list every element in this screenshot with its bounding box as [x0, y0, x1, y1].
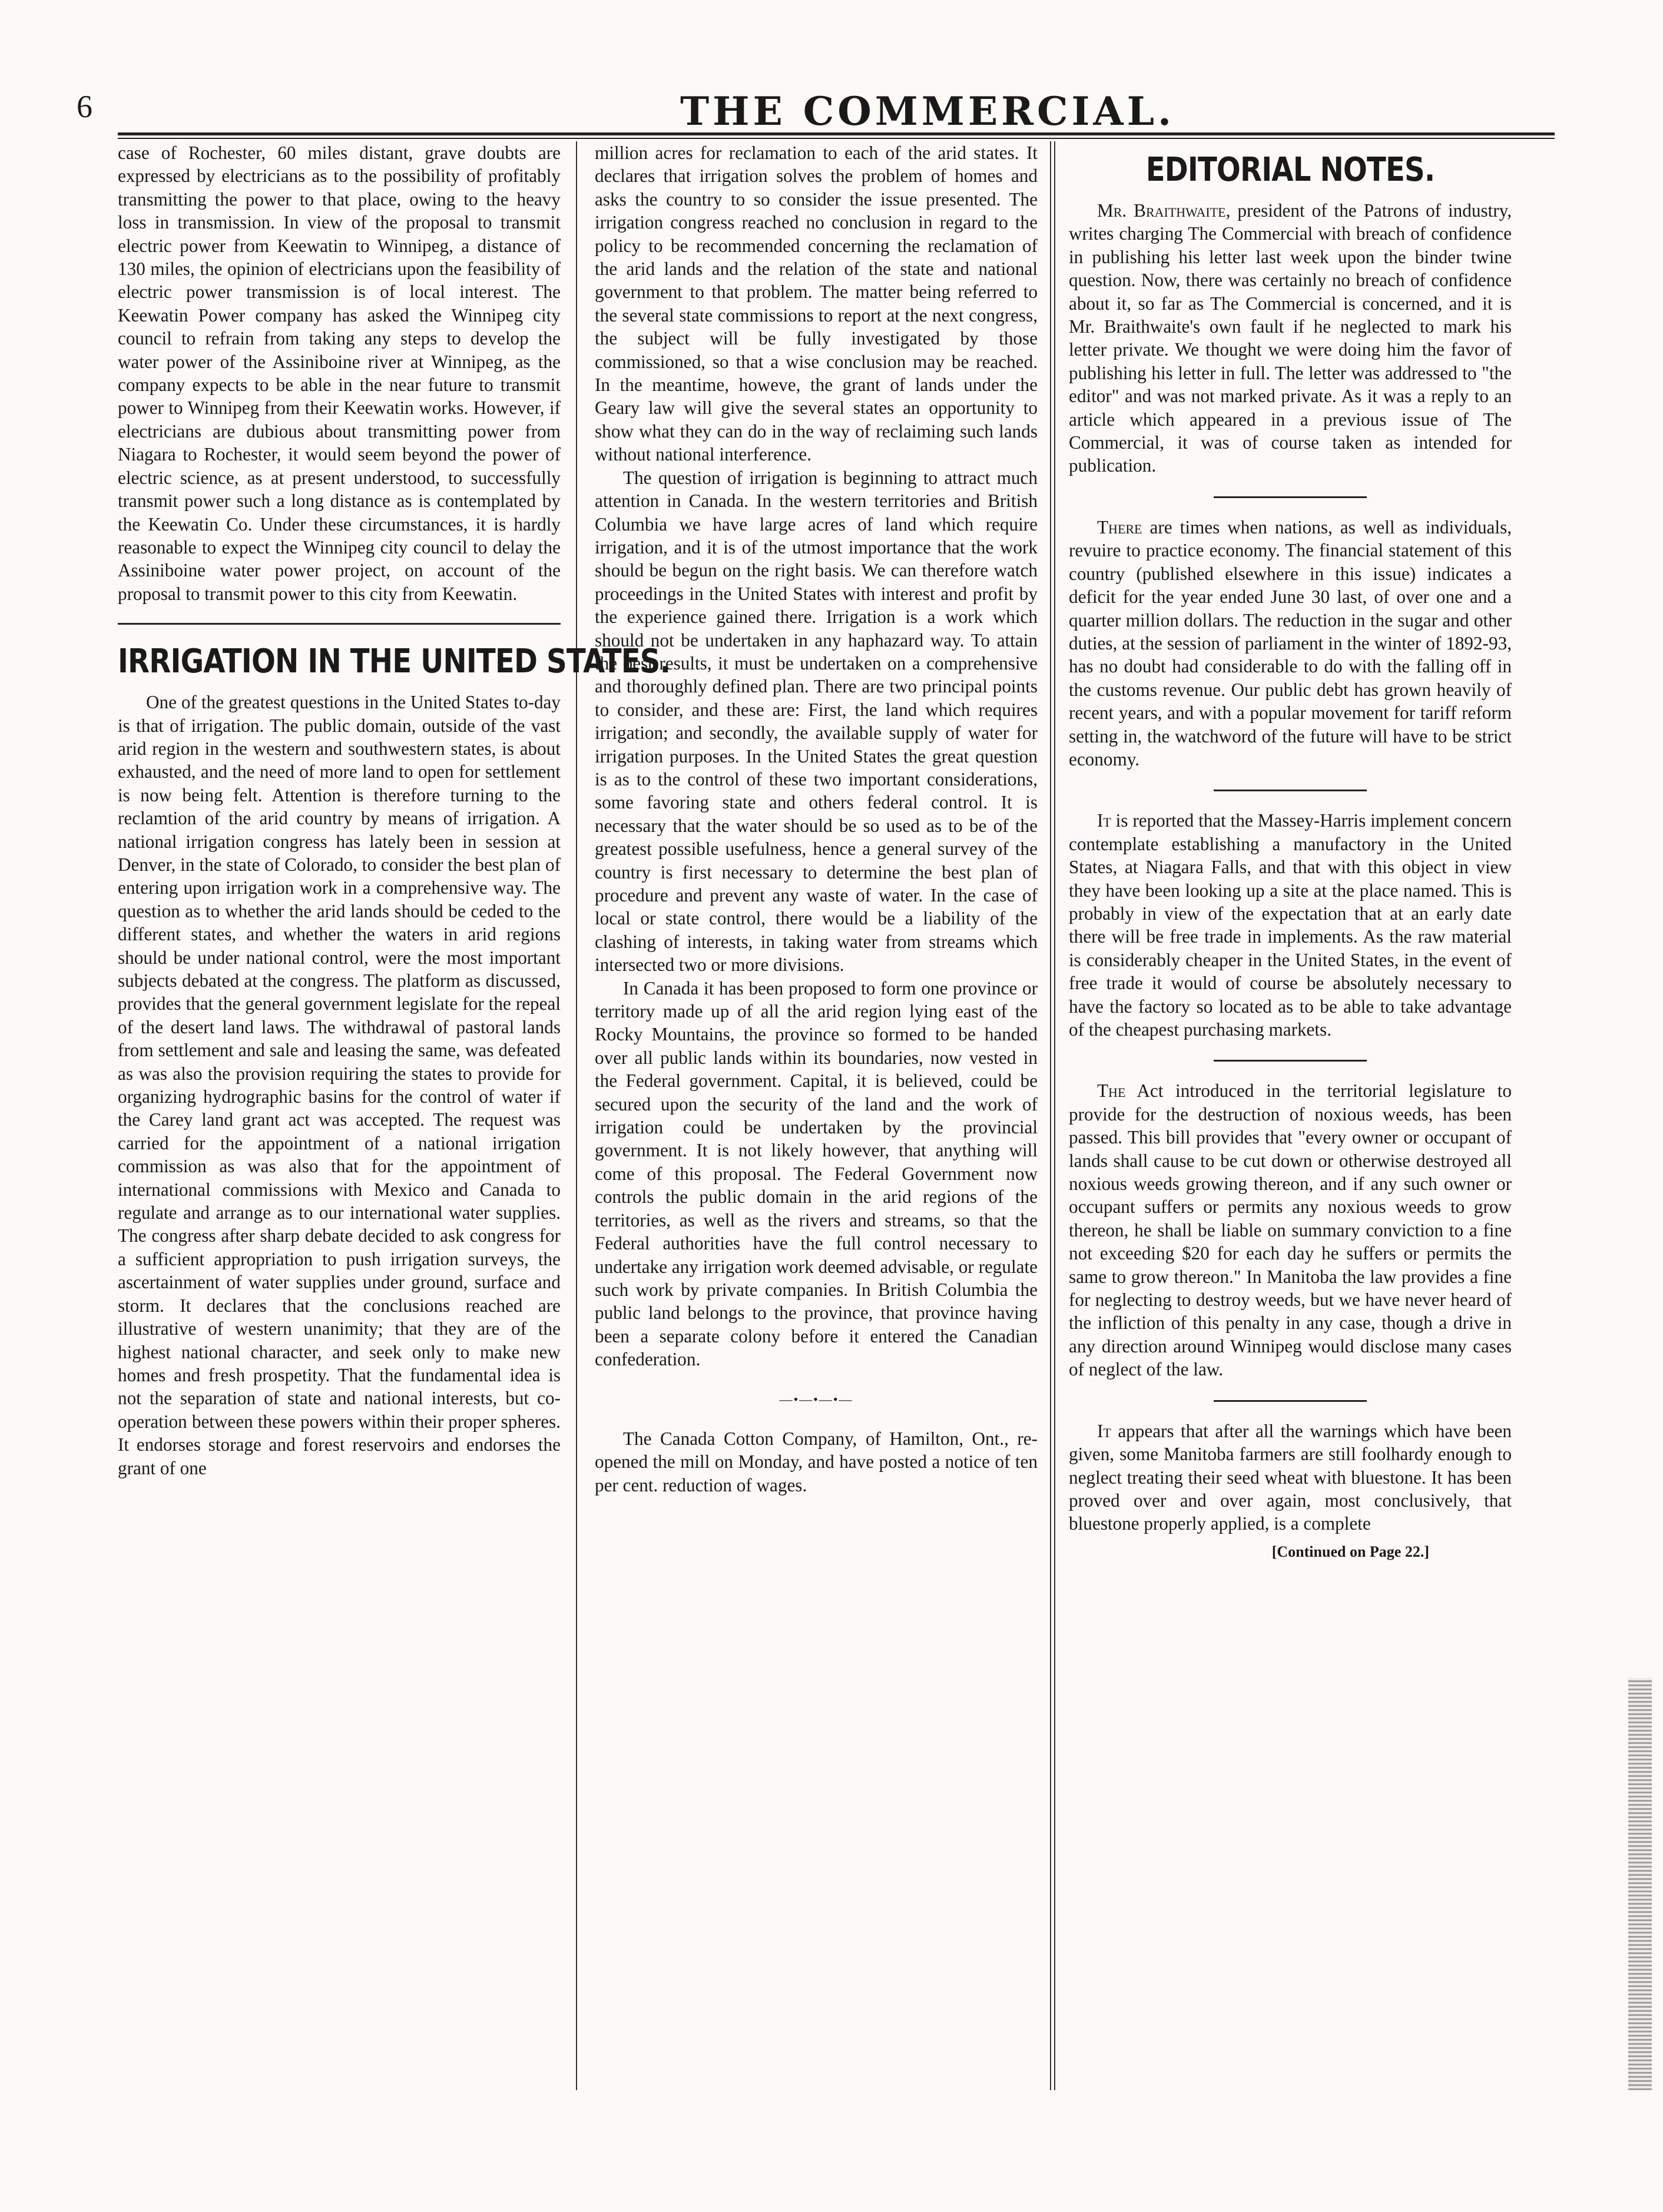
editorial-note-4: [1069, 1079, 1512, 1381]
irrigation-paragraph-3: The question of irrigation is beginning to attract much attention in Canada. In the western territories and British Columbia we have large acres of land which require irrigation, and it is of the utmost importance that the work should be begun on the right basis. We can therefore watch proceedings in the United States with interest and profit by the experience gained there. Irrigation is a work which should not be undertaken in any haphazard way. To attain the best results, it must be undertaken on a comprehensive and thoroughly defined plan. There are two principal points to consider, and these are: First, the land which requires irrigation; and secondly, the available supply of water for irrigation purposes. In the United States the great question is as to the control of these two important considerations, some favoring state and others federal control. It is necessary that the water should be so used as to be of the greatest possible usefulness, hence a general survey of the country is first necessary to determine the best plan of procedure and prevent any waste of water. In the case of local or state control, there would be a liability of the clashing of interests, in taking water from streams which intersected two or more divisions.: [595, 467, 1038, 976]
editorial-note-5-lead: It: [1097, 1420, 1111, 1441]
article-continuation: case of Rochester, 60 miles distant, grave doubts are expressed by electricians as to the possibility of profitably transmitting the power to that place, owing to the heavy loss in transmission. In view of the proposal to transmit electric power from Keewatin to Winnipeg, a distance of 130 miles, the opinion of electricians upon the feasibility of electric power transmission is of local interest. The Keewatin Power company has asked the Winnipeg city council to refrain from taking any steps to develop the water power of the Assiniboine river at Winnipeg, as the company expects to be able in the near future to transmit power to Winnipeg from their Keewatin works. However, if electricians are dubious about transmitting power from Niagara to Rochester, it would seem beyond the power of electric science, as at present understood, to successfully transmit power such a long distance as is contemplated by the Keewatin Co. Under these circumstances, it is hardly reasonable to expect the Winnipeg city council to delay the Assiniboine water power project, on account of the proposal to transmit power to this city from Keewatin.: [118, 142, 561, 604]
editorial-note-4-lead: The: [1097, 1080, 1126, 1102]
editorial-note-3-text: is reported that the Massey-Harris implement concern contemplate establishing a manufactory in the United States, at Niagara Falls, and that with this object in view they have been looking up a site at the place named. This is probably in view of the expectation that at an early date there will be free trade in implements. As the raw material is considerably cheaper in the United States, in the event of free trade it would of course be absolutely necessary to have the factory so located as to be able to take advantage of the cheapest purchasing markets.: [1069, 810, 1512, 1040]
column-3: [1069, 141, 1512, 1563]
section-rule: [118, 623, 561, 625]
note-rule-4: [1214, 1400, 1367, 1402]
column-divider-1: [576, 141, 577, 2090]
masthead: THE COMMERCIAL.: [680, 88, 1175, 134]
continued-notice: [Continued on Page 22.]: [1271, 1543, 1429, 1560]
header-rule: [118, 132, 1555, 135]
irrigation-heading: IRRIGATION IN THE UNITED STATES.: [118, 642, 671, 681]
scan-edge-artifact: [1628, 1678, 1652, 2090]
note-rule-2: [1214, 790, 1367, 791]
editorial-note-2-lead: There: [1097, 516, 1142, 538]
editorial-note-3: [1069, 809, 1512, 1041]
editorial-note-5: [1069, 1420, 1512, 1536]
page-number: 6: [77, 89, 92, 124]
header-rule-thin: [118, 138, 1555, 139]
column-2: [595, 141, 1038, 1497]
editorial-note-4-text: Act introduced in the territorial legislature to provide for the destruction of noxious weeds, has been passed. This bill provides that "every owner or occupant of lands shall cause to be cut down or otherwise destroyed all noxious weeds growing thereon, and if any such owner or occupant suffers or permits any noxious weeds to grow thereon, he shall be liable on summary conviction to a fine not exceeding $20 for each day he suffers or permits the same to grow thereon." In Manitoba the law provides a fine for neglecting to destroy weeds, but we have never heard of the infliction of this penalty in any case, though a drive in any direction around Winnipeg would disclose many cases of neglect of the law.: [1069, 1080, 1512, 1380]
note-rule-3: [1214, 1060, 1367, 1062]
editorial-note-1: [1069, 199, 1512, 477]
editorial-notes-heading: EDITORIAL NOTES.: [1145, 151, 1435, 189]
irrigation-paragraph-1: One of the greatest questions in the United States to-day is that of irrigation. The public domain, outside of the vast arid region in the western and southwestern states, is about exhausted, and the need of more land to open for settlement is now being felt. Attention is therefore turning to the reclamtion of the arid country by means of irrigation. A national irrigation congress has lately been in session at Denver, in the state of Colorado, to consider the best plan of entering upon irrigation work in a comprehensive way. The question as to whether the arid lands should be ceded to the different states, and whether the waters in arid regions should be under national control, were the most important subjects debated at the congress. The platform as discussed, provides that the general government legislate for the repeal of the desert land laws. The withdrawal of pastoral lands from settlement and sale and leasing the same, was defeated as was also the provision requiring the states to provide for organizing hydrographic basins for the control of water if the Carey land grant act was accepted. The request was carried for the appointment of a national irrigation commission as was also that for the appointment of international commissions with Mexico and Canada to regulate and arrange as to our international water supplies. The congress after sharp debate decided to ask congress for a sufficient appropriation to push irrigation surveys, the ascertainment of water supplies under ground, surface and storm. It declares that the conclusions reached are illustrative of western unanimity; that they are of the highest national character, and seek only to make new homes and fresh prospetity. That the fundamental idea is not the separation of state and national interests, but co-operation between these powers within their proper spheres. It endorses storage and forest reservoirs and endorses the grant of one: [118, 692, 561, 1478]
irrigation-paragraph-2: million acres for reclamation to each of the arid states. It declares that irrigation solves the problem of homes and asks the country to so consider the issue presented. The irrigation congress reached no conclusion in regard to the policy to be recommended concerning the reclamation of the arid lands and the relation of the state and national government to that problem. The matter being referred to the several state commissions to report at the next congress, the subject will be fully investigated by those commissioned, so that a wise conclusion may be reached. In the meantime, howeve, the grant of lands under the Geary law will give the several states an opportunity to show what they can do in the way of reclaiming such lands without national interference.: [595, 142, 1038, 465]
editorial-note-3-lead: It: [1097, 810, 1111, 831]
editorial-note-5-text: appears that after all the warnings which have been given, some Manitoba farmers are still foolhardy enough to neglect treating their seed wheat with bluestone. It has been proved over and over again, most conclusively, that bluestone properly applied, is a complete: [1069, 1420, 1512, 1534]
editorial-note-2-text: are times when nations, as well as individuals, revuire to practice economy. The financial statement of this country (published elsewhere in this issue) indicates a deficit for the year ended June 30 last, of over one and a quarter million dollars. The reduction in the sugar and other duties, at the session of parliament in the winter of 1892-93, has no doubt had considerable to do with the falling off in the customs revenue. Our public debt has grown heavily of recent years, and with a popular movement for tariff reform setting in, the watchword of the future will have to be strict economy.: [1069, 516, 1512, 770]
irrigation-paragraph-4: In Canada it has been proposed to form one province or territory made up of all the arid region lying east of the Rocky Mountains, the province so formed to be handed over all public lands within its boundaries, now vested in the Federal government. Capital, it is believed, could be secured upon the security of the land and the work of irrigation could be undertaken by the provincial government. It is not likely however, that anything will come of this proposal. The Federal Government now controls the public domain in the arid regions of the territories, as well as the rivers and streams, so that the Federal authorities have the full control necessary to undertake any irrigation work deemed advisable, or regulate such work by private companies. In British Columbia the public land belongs to the province, that province having been a separate colony before it entered the Canadian confederation.: [595, 977, 1038, 1370]
ornament-divider: —•—•—•—: [779, 1391, 853, 1407]
editorial-note-2: [1069, 516, 1512, 771]
column-divider-2: [1050, 141, 1051, 2090]
editorial-note-1-lead: Mr. Braithwaite,: [1097, 200, 1231, 221]
note-rule-1: [1214, 496, 1367, 498]
cotton-company-note: The Canada Cotton Company, of Hamilton, Ont., re-opened the mill on Monday, and have posted a notice of ten per cent. reduction of wages.: [595, 1428, 1038, 1495]
column-divider-2-double: [1054, 141, 1055, 2090]
editorial-note-1-text: president of the Patrons of industry, writes charging The Commercial with breach of confidence in publishing his letter last week upon the binder twine question. Now, there was certainly no breach of confidence about it, so far as The Commercial is concerned, and it is Mr. Braithwaite's own fault if he neglected to mark his letter private. We thought we were doing him the favor of publishing his letter in full. The letter was addressed to "the editor" and was not marked private. As it was a reply to an article which appeared in a previous issue of The Commercial, it was of course taken as intended for publication.: [1069, 200, 1512, 476]
column-1: [118, 141, 671, 1480]
